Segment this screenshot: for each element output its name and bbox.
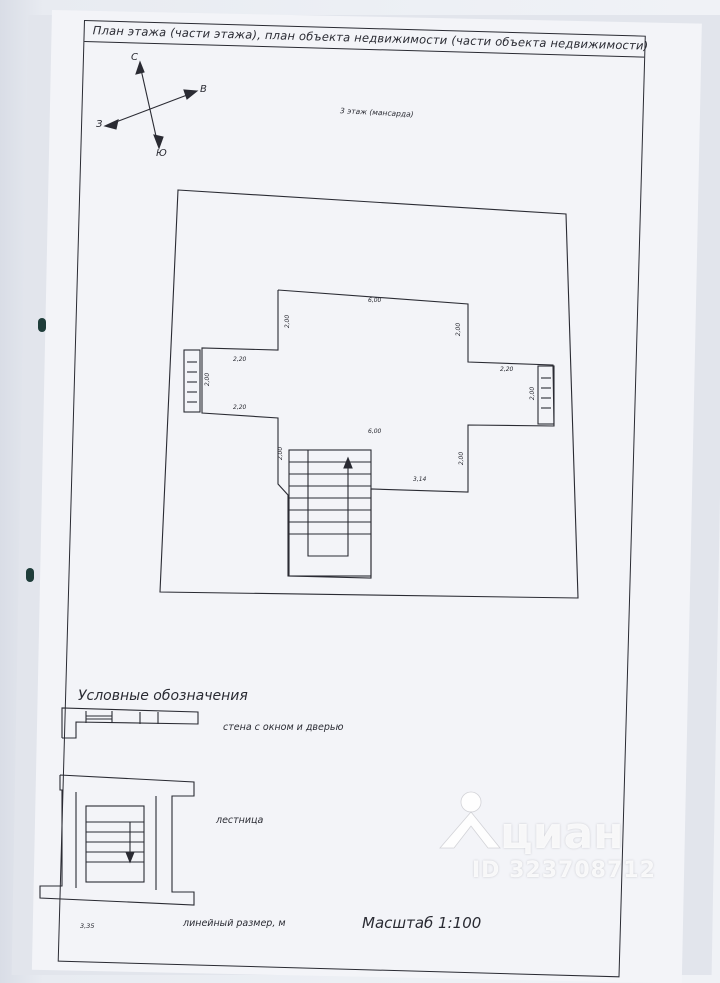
- legend-wall-symbol: [62, 708, 198, 738]
- compass-east-label: В: [200, 84, 207, 95]
- compass-west-label: З: [96, 119, 103, 130]
- staircase: [289, 450, 371, 576]
- legend-title: Условные обозначения: [78, 688, 248, 704]
- dim-left-wing-top: 2,20: [233, 356, 247, 363]
- dim-bottom-right-height: 2,00: [458, 451, 466, 466]
- scale-label: Масштаб 1:100: [362, 914, 482, 932]
- legend-dimension-sample: 3,35: [80, 922, 95, 930]
- dim-right-wing-top: 2,20: [500, 366, 514, 373]
- floor-label: 3 этаж (мансарда): [339, 106, 414, 119]
- dim-top-right-height: 2,00: [455, 322, 463, 337]
- legend-stairs-label: лестница: [216, 815, 264, 826]
- dim-top-left-height: 2,00: [284, 314, 292, 329]
- dim-left-wing-height: 2,00: [204, 372, 212, 387]
- legend-stairs-symbol: [40, 775, 194, 905]
- legend-wall-label: стена с окном и дверью: [223, 722, 344, 733]
- site-outline: [160, 190, 578, 598]
- dim-middle-width: 6,00: [368, 428, 382, 435]
- watermark-brand: циан: [500, 808, 624, 859]
- dim-top-width: 6,00: [368, 297, 382, 304]
- dim-right-wing-height: 2,00: [529, 386, 537, 401]
- compass-south-label: Ю: [156, 148, 167, 159]
- compass-rose-icon: [105, 62, 197, 148]
- watermark-id: ID 323708712: [472, 858, 656, 883]
- dim-bottom-right-width: 3,14: [413, 476, 427, 483]
- dim-left-wing-bottom: 2,20: [233, 404, 247, 411]
- legend-dimension-label: линейный размер, м: [183, 918, 286, 929]
- page-title: План этажа (части этажа), план объекта недвижимости (части объекта недвижимости): [92, 23, 649, 53]
- compass-north-label: С: [131, 52, 138, 63]
- dim-bottom-left-height: 2,00: [277, 446, 285, 461]
